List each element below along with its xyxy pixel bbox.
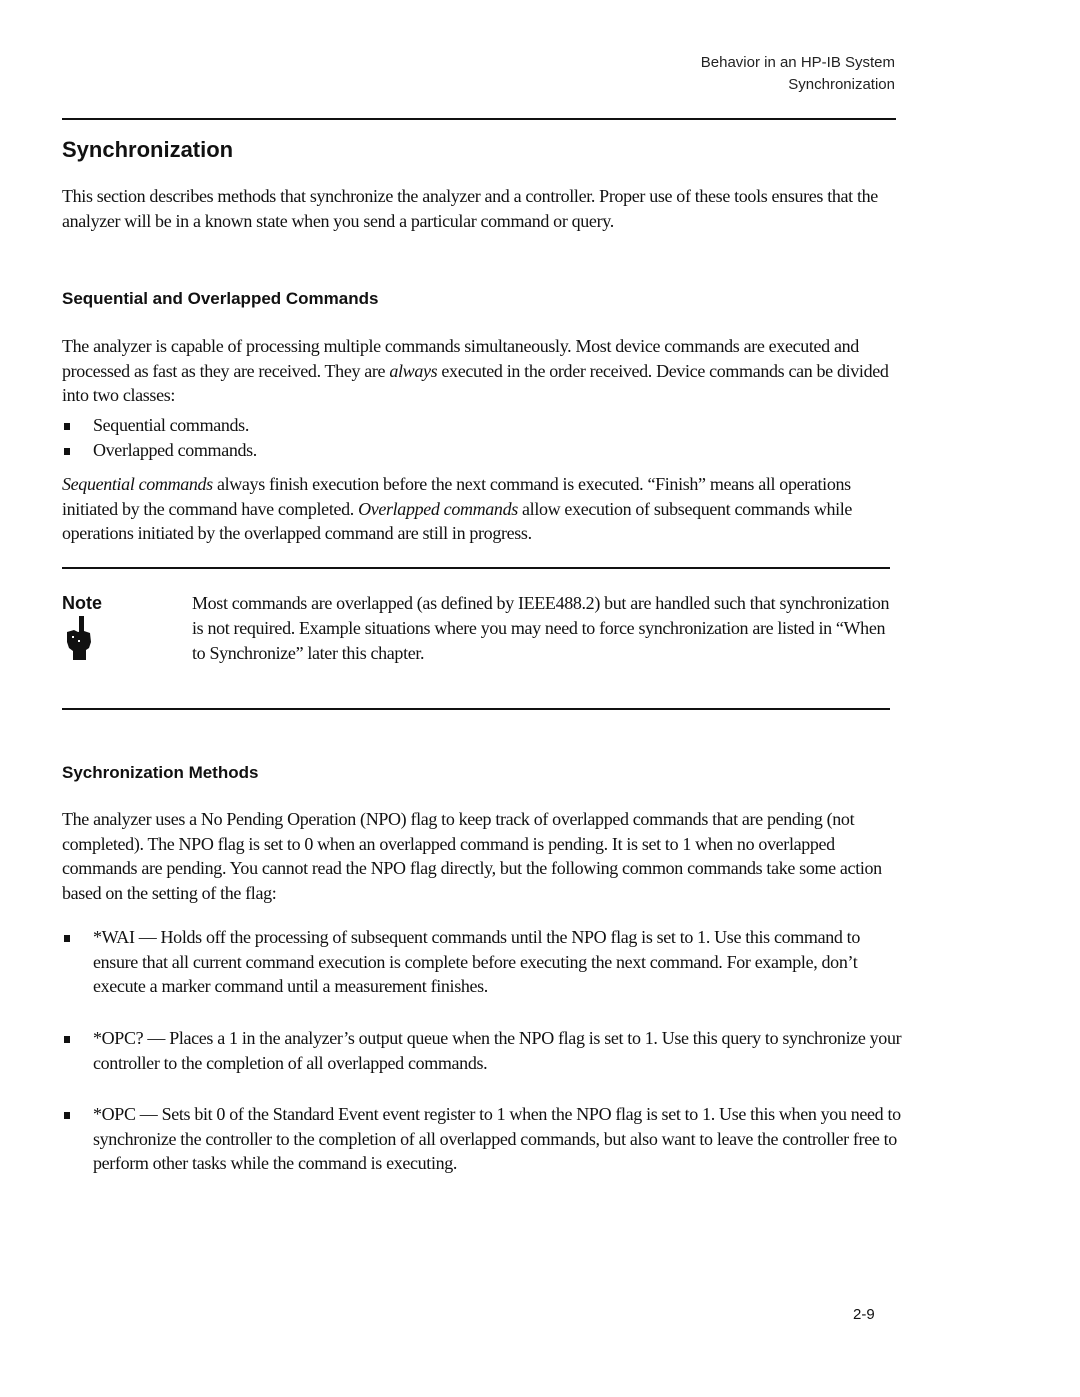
- methods-heading: Sychronization Methods: [62, 763, 259, 782]
- list-item-opc: *OPC — Sets bit 0 of the Standard Event event register to 1 when the NPO flag is set to 1. Use this when you need to synchronize the controller to the completion of all overlapped commands, but also want to leave the controller free to perform other tasks while the command is executing.: [62, 1102, 902, 1176]
- running-header: [701, 52, 895, 96]
- bullet-icon: [64, 935, 70, 942]
- pointing-hand-icon: [64, 616, 94, 660]
- section-title: Synchronization: [62, 137, 234, 162]
- list-item: Sequential commands.: [62, 413, 902, 438]
- methods-list: [62, 925, 902, 999]
- bullet-icon: [64, 1036, 70, 1043]
- note-text: Most commands are overlapped (as defined by IEEE488.2) but are handled such that synchronization is not required. Example situations where you may need to force synchronization are listed in “When to Synchronize” later this chapter.: [192, 593, 890, 663]
- note-bottom-rule: [62, 708, 890, 710]
- sequential-paragraph-1: The analyzer is capable of processing multiple commands simultaneously. Most device commands are executed and processed as fast as they are received. They are always executed in the order received. Device commands can be divided into two classes:: [62, 336, 889, 405]
- running-header-chapter: Behavior in an HP-IB System: [700, 54, 895, 71]
- section-intro: This section describes methods that synchronize the analyzer and a controller. Proper use of these tools ensures that the analyzer will be in a known state when you send a particular command or query.: [62, 186, 878, 231]
- list-item: Overlapped commands.: [62, 438, 902, 463]
- sequential-paragraph-2: Sequential commands always finish execution before the next command is executed. “Finish” means all operations initiated by the command have completed. Overlapped commands allow execution of subsequent commands while operations initiated by the overlapped command are still in progress.: [62, 474, 853, 543]
- methods-list-2: [62, 1026, 902, 1075]
- sequential-heading: Sequential and Overlapped Commands: [62, 289, 379, 308]
- page-number: 2-9: [853, 1306, 875, 1323]
- header-rule: [62, 118, 896, 120]
- note-top-rule: [62, 567, 890, 569]
- emphasis-always: always: [389, 360, 438, 381]
- command-classes-list: [62, 413, 902, 462]
- bullet-icon: [64, 448, 70, 455]
- methods-intro: The analyzer uses a No Pending Operation (NPO) flag to keep track of overlapped commands that are pending (not completed). The NPO flag is set to 0 when an overlapped command is pending. It is set to 1 when no overlapped commands are pending. You cannot read the NPO flag directly, but the following common commands take some action based on the setting of the flag:: [62, 809, 882, 903]
- list-item-wai: *WAI — Holds off the processing of subsequent commands until the NPO flag is set to 1. Use this command to ensure that all current command execution is complete before executing the next command. For example, don’t execute a marker command until a measurement finishes.: [62, 925, 902, 999]
- list-item-opc-query: *OPC? — Places a 1 in the analyzer’s output queue when the NPO flag is set to 1. Use this query to synchronize your controller to the completion of all overlapped commands.: [62, 1026, 902, 1075]
- methods-list-3: [62, 1102, 902, 1176]
- emphasis-overlapped: Overlapped commands: [358, 498, 518, 519]
- bullet-icon: [64, 1112, 70, 1119]
- note-label: Note: [62, 593, 102, 613]
- bullet-icon: [64, 423, 70, 430]
- emphasis-sequential: Sequential commands: [62, 474, 213, 494]
- running-header-section: Synchronization: [788, 76, 895, 93]
